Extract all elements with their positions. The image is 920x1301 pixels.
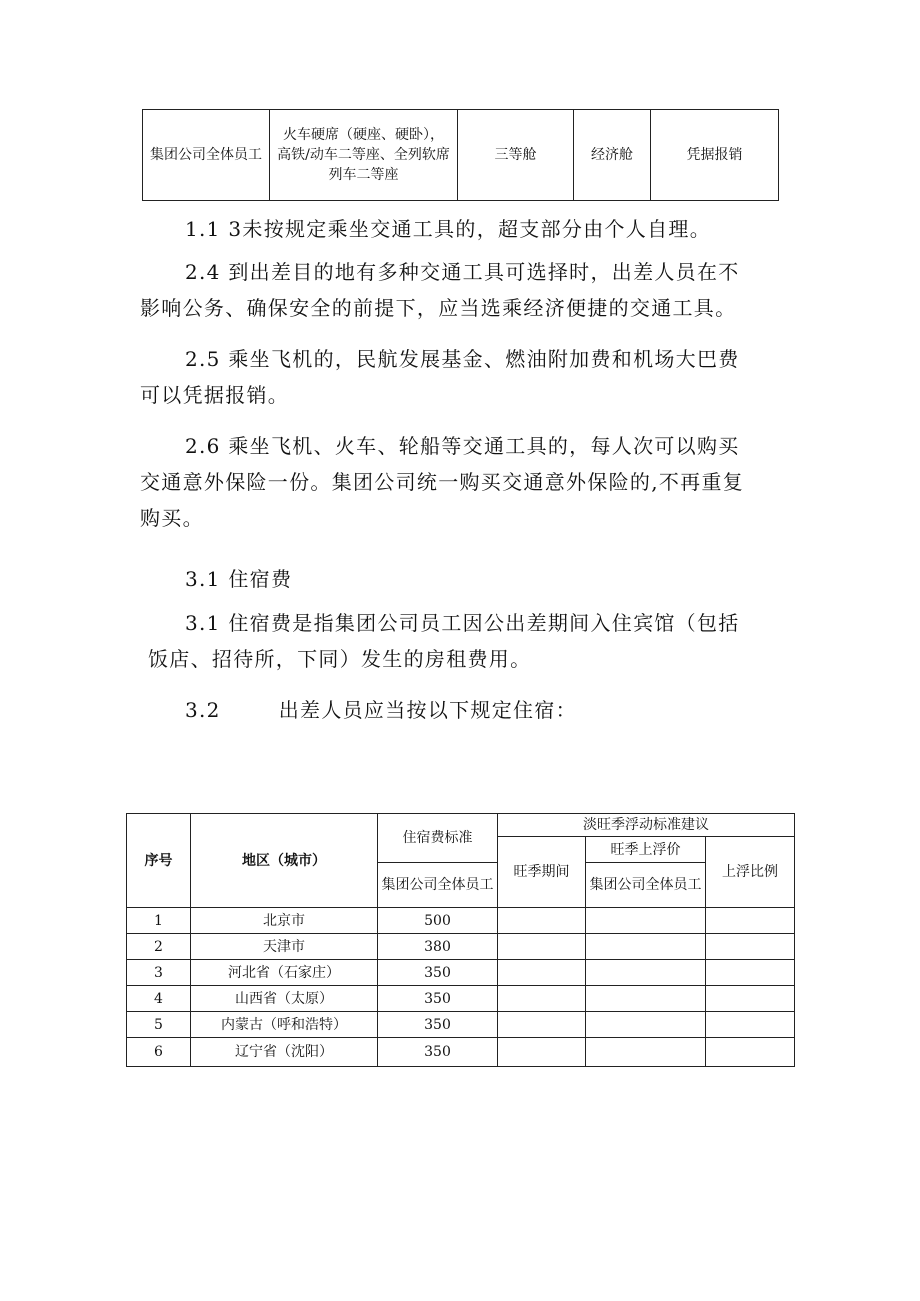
row-region: 辽宁省（沈阳） <box>191 1038 378 1067</box>
train-class-line-1: 火车硬席（硬座、硬卧）， <box>283 127 444 143</box>
row-seq: 1 <box>127 908 191 934</box>
plane-class-cell: 经济舱 <box>574 110 651 201</box>
section-heading-lodging: 3.1 住宿费 <box>185 567 293 591</box>
header-standard: 住宿费标准 <box>378 814 498 863</box>
train-class-line-2: 高铁/动车二等座、全列软席 <box>277 147 450 163</box>
paragraph-text: 出差人员应当按以下规定住宿： <box>278 698 577 722</box>
row-peak-price <box>586 908 706 934</box>
row-region: 内蒙古（呼和浩特） <box>191 1012 378 1038</box>
row-ratio <box>706 960 795 986</box>
table-row <box>127 1038 795 1067</box>
row-region: 山西省（太原） <box>191 986 378 1012</box>
row-standard: 350 <box>378 1038 498 1067</box>
row-region: 河北省（石家庄） <box>191 960 378 986</box>
row-peak-period <box>498 986 586 1012</box>
header-seq: 序号 <box>127 814 191 908</box>
row-seq: 2 <box>127 934 191 960</box>
row-peak-period <box>498 934 586 960</box>
row-peak-period <box>498 960 586 986</box>
paragraph-1-1: 1.1 3未按规定乘坐交通工具的，超支部分由个人自理。 <box>185 217 711 241</box>
row-seq: 6 <box>127 1038 191 1067</box>
transport-standard-table <box>142 109 779 201</box>
row-peak-price <box>586 986 706 1012</box>
row-standard: 350 <box>378 960 498 986</box>
header-peak-staff: 集团公司全体员工 <box>586 863 706 908</box>
paragraph-2-4: 2.4 到出差目的地有多种交通工具可选择时，出差人员在不 影响公务、确保安全的前提下，应当选乘经济便捷的交通工具。 <box>140 260 740 320</box>
table-row <box>127 986 795 1012</box>
row-peak-period <box>498 1012 586 1038</box>
row-standard: 350 <box>378 986 498 1012</box>
row-standard: 380 <box>378 934 498 960</box>
row-peak-price <box>586 1012 706 1038</box>
row-standard: 350 <box>378 1012 498 1038</box>
header-ratio: 上浮比例 <box>706 837 795 908</box>
table-row <box>127 908 795 934</box>
train-class-cell <box>270 110 458 201</box>
table-row <box>127 934 795 960</box>
row-ratio <box>706 1038 795 1067</box>
paragraph-number: 3.2 <box>185 698 221 722</box>
ship-class-cell: 三等舱 <box>458 110 574 201</box>
header-peak-price: 旺季上浮价 <box>586 837 706 863</box>
header-region: 地区（城市） <box>191 814 378 908</box>
row-peak-price <box>586 934 706 960</box>
paragraph-2-6: 2.6 乘坐飞机、火车、轮船等交通工具的，每人次可以购买 交通意外保险一份。集团公司统一购买交通意外保险的,不再重复 购买。 <box>140 434 745 530</box>
row-peak-price <box>586 960 706 986</box>
header-season-group: 淡旺季浮动标准建议 <box>498 814 795 837</box>
table-row <box>127 1012 795 1038</box>
train-class-line-3: 列车二等座 <box>328 167 399 183</box>
row-peak-period <box>498 1038 586 1067</box>
reimburse-cell: 凭据报销 <box>651 110 779 201</box>
paragraph-3-1: 3.1 住宿费是指集团公司员工因公出差期间入住宾馆（包括 饭店、招待所，下同）发生的房租费用。 <box>148 611 740 671</box>
row-seq: 4 <box>127 986 191 1012</box>
row-ratio <box>706 986 795 1012</box>
row-peak-price <box>586 1038 706 1067</box>
row-ratio <box>706 934 795 960</box>
lodging-standard-table <box>126 813 795 1067</box>
row-region: 北京市 <box>191 908 378 934</box>
row-ratio <box>706 908 795 934</box>
table-row <box>143 110 779 201</box>
header-peak-period: 旺季期间 <box>498 837 586 908</box>
paragraph-2-5: 2.5 乘坐飞机的，民航发展基金、燃油附加费和机场大巴费 可以凭据报销。 <box>140 347 740 407</box>
row-region: 天津市 <box>191 934 378 960</box>
paragraph-3-2 <box>140 692 795 728</box>
staff-cell: 集团公司全体员工 <box>143 110 270 201</box>
header-standard-staff: 集团公司全体员工 <box>378 863 498 908</box>
row-seq: 3 <box>127 960 191 986</box>
table-row <box>127 960 795 986</box>
row-seq: 5 <box>127 1012 191 1038</box>
row-standard: 500 <box>378 908 498 934</box>
header-row-1 <box>127 814 795 837</box>
row-ratio <box>706 1012 795 1038</box>
row-peak-period <box>498 908 586 934</box>
